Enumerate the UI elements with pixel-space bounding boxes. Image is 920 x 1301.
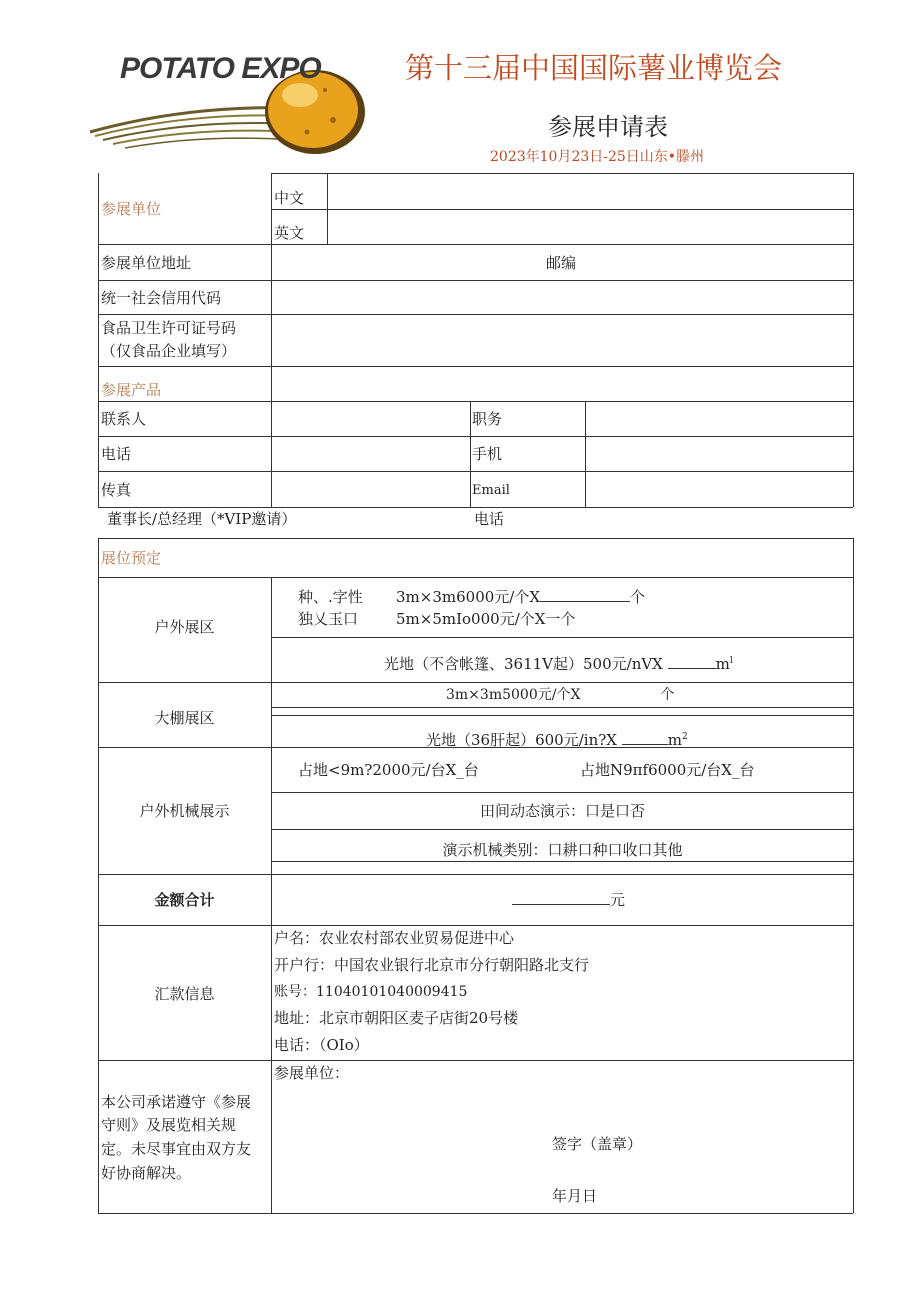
position-field[interactable] [586, 402, 852, 435]
account-name: 户名：农业农村部农业贸易促进中心 [274, 929, 515, 947]
email-label: Email [472, 483, 510, 498]
logo-text: POTATO EXPO [120, 52, 321, 85]
contact-field[interactable] [272, 402, 469, 435]
food-license-note: （仅食品企业填写） [101, 342, 237, 360]
address-label: 参展单位地址 [101, 254, 192, 272]
products-field[interactable] [272, 367, 852, 400]
bank-phone: 电话：（OIo） [274, 1036, 369, 1054]
bank-name: 开户行：中国农业银行北京市分行朝阳路北支行 [274, 956, 590, 974]
outdoor-booth-type-1: 种、.字性 [298, 588, 363, 606]
signature-exhibitor-label: 参展单位： [274, 1064, 350, 1082]
credit-code-field[interactable] [272, 281, 852, 313]
total-amount-label: 金额合计 [154, 891, 215, 909]
greenhouse-open-space[interactable]: 光地（36肝起）600元/in?X $m^2$ [426, 731, 688, 749]
machinery-area-label: 户外机械展示 [139, 802, 230, 820]
email-field[interactable] [586, 472, 852, 506]
postcode-label: 邮编 [546, 254, 577, 272]
postcode-field[interactable] [585, 245, 852, 279]
english-name-label: 英文 [274, 224, 305, 242]
remittance-label: 汇款信息 [154, 985, 215, 1003]
contact-label: 联系人 [101, 410, 147, 428]
outdoor-area-label: 户外展区 [154, 618, 215, 636]
outdoor-booth-3x3[interactable]: 3m×3m6000元/个X 个 [396, 588, 646, 606]
chinese-name-field[interactable] [328, 174, 852, 208]
commitment-text-1: 本公司承诺遵守《参展 [101, 1093, 252, 1111]
exhibitor-label: 参展单位 [101, 200, 162, 218]
fax-field[interactable] [272, 472, 469, 506]
form-title: 参展申请表 [548, 113, 668, 141]
bank-address: 地址：北京市朝阳区麦子店街20号楼 [274, 1009, 519, 1027]
mobile-label: 手机 [472, 445, 503, 463]
outdoor-booth-5x5[interactable]: 5m×5mIo000元/个X一个 [396, 610, 576, 628]
outdoor-booth-type-2: 独乂玉口 [298, 610, 359, 628]
outdoor-open-space[interactable]: 光地（不含帐篷、3611V起）500元/nVX $m^l$ [384, 655, 733, 673]
commitment-text-4: 好协商解决。 [101, 1164, 192, 1182]
credit-code-label: 统一社会信用代码 [101, 289, 222, 307]
chinese-name-label: 中文 [274, 189, 305, 207]
products-label: 参展产品 [101, 381, 162, 399]
fax-label: 传真 [101, 481, 132, 499]
booking-section-label: 展位预定 [101, 549, 162, 567]
signature-stamp-label[interactable]: 签字（盖章） [552, 1135, 643, 1153]
total-amount-field[interactable]: 元 [512, 891, 625, 909]
greenhouse-area-label: 大棚展区 [154, 709, 215, 727]
commitment-text-2: 守则》及展览相关规 [101, 1116, 237, 1134]
chairman-label: 董事长/总经理（*VIP邀请） [107, 510, 297, 528]
phone-label: 电话 [101, 445, 132, 463]
greenhouse-booth-3x3[interactable]: 3m×3m5000元/个X 个 [446, 687, 675, 703]
chairman-phone-label: 电话 [474, 510, 505, 528]
field-demo-option[interactable]: 田间动态演示：口是口否 [479, 802, 645, 820]
english-name-field[interactable] [328, 210, 852, 243]
machinery-small-plot[interactable]: 占地<9m?2000元/台X_台 [298, 761, 479, 779]
commitment-text-3: 定。未尽事宜由双方友 [101, 1140, 252, 1158]
signature-date-label[interactable]: 年月日 [552, 1187, 598, 1205]
event-date-location: 2023年10月23日-25日山东•滕州 [490, 149, 705, 165]
phone-field[interactable] [272, 437, 469, 470]
position-label: 职务 [472, 410, 503, 428]
address-field[interactable] [272, 245, 542, 279]
food-license-label: 食品卫生许可证号码 [101, 319, 237, 337]
food-license-field[interactable] [272, 315, 852, 365]
machinery-large-plot[interactable]: 占地N9πf6000元/台X_台 [580, 761, 755, 779]
mobile-field[interactable] [586, 437, 852, 470]
expo-title: 第十三届中国国际薯业博览会 [405, 51, 783, 85]
account-number: 账号：11040101040009415 [274, 984, 468, 1000]
demo-machinery-types[interactable]: 演示机械类别：口耕口种口收口其他 [442, 841, 683, 859]
